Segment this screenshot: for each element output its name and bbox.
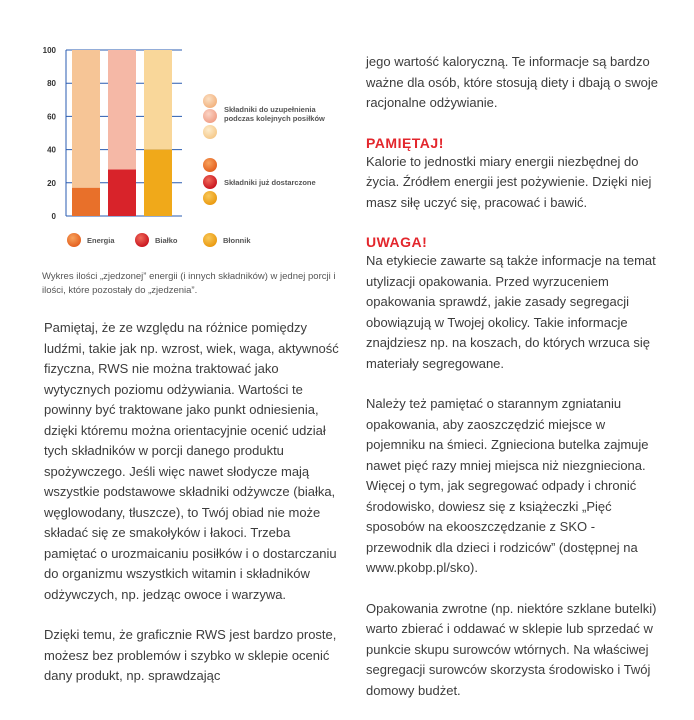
bar-remaining-2 <box>144 50 172 150</box>
category-label-1: Białko <box>155 236 178 245</box>
bar-remaining-0 <box>72 50 100 188</box>
category-label-0: Energia <box>87 236 115 245</box>
chart-caption: Wykres ilości „zjedzonej” energii (i innych składników) w jednej porcji i ilości, które pozostały do „zjedzenia”. <box>42 271 336 296</box>
category-swatch-0 <box>67 233 81 247</box>
category-swatch-2 <box>203 233 217 247</box>
chart-bars <box>72 50 172 216</box>
legend-swatch-blonnik-light <box>203 125 217 139</box>
y-tick-label: 100 <box>42 46 56 55</box>
legend-swatch-energia <box>203 158 217 172</box>
category-label-2: Błonnik <box>223 236 251 245</box>
category-legend <box>67 233 251 247</box>
right-paragraph-4: Należy też pamiętać o starannym zgniataniu opakowania, aby zaoszczędzić miejsce w pojemniku na śmieci. Zgnieciona butelka zajmuje nawet pięć razy mniej miejsca niż niezgnieciona. Więcej o tym, jak segregować odpady i chronić środowisko, dowiesz się z książeczki „Pięć sposobów na ekooszczędzanie z SKO - przewodnik dla dzieci i rodziców” (dostępnej na www.pkobp.pl/sko). <box>366 396 649 575</box>
bar-consumed-0 <box>72 188 100 216</box>
left-column <box>44 318 344 687</box>
right-paragraph-2: Kalorie to jednostki miary energii niezbędnej do życia. Źródłem energii jest pożywienie. Dzięki niej masz siłę uczyć się, pracować i bawić. <box>366 153 652 210</box>
right-paragraph-3: Na etykiecie zawarte są także informacje na temat utylizacji opakowania. Przed wyrzuceniem opakowania sprawdź, jakie zasady segregacji obowiązują w Twojej okolicy. Takie informacje znajdziesz np. na koszach, do których wrzuca się materiały segregowane. <box>366 253 656 371</box>
left-paragraph-2: Dzięki temu, że graficznie RWS jest bardzo proste, możesz bez problemów i szybko w sklepie ocenić dany produkt, np. sprawdzając <box>44 627 337 683</box>
category-swatch-1 <box>135 233 149 247</box>
heading-pamietaj: PAMIĘTAJ! <box>366 134 444 151</box>
y-tick-label: 80 <box>47 79 56 89</box>
legend-swatch-bialko-light <box>203 109 217 123</box>
y-axis-ticks <box>43 46 57 221</box>
legend-label-consumed: Składniki już dostarczone <box>224 178 316 187</box>
y-tick-label: 0 <box>51 212 56 221</box>
legend-swatch-bialko <box>203 175 217 189</box>
y-tick-label: 20 <box>47 178 56 188</box>
stacked-bar-chart <box>28 40 348 255</box>
heading-uwaga: UWAGA! <box>366 234 428 250</box>
legend-swatch-blonnik <box>203 191 217 205</box>
bar-remaining-1 <box>108 50 136 170</box>
y-tick-label: 40 <box>47 145 56 155</box>
right-paragraph-1: jego wartość kaloryczną. Te informacje są bardzo ważne dla osób, które stosują diety i dbają o swoje racjonalne odżywianie. <box>366 54 658 110</box>
legend-swatch-energia-light <box>203 94 217 108</box>
y-tick-label: 60 <box>47 112 56 122</box>
left-paragraph-1: Pamiętaj, że ze względu na różnice pomiędzy ludźmi, takie jak np. wzrost, wiek, waga, aktywność fizyczna, RWS nie można traktować jako wytycznych poziomu odżywiania. Wartości te powinny być traktowane jako punkt odniesienia, dzięki któremu można orientacyjnie ocenić udział tych składników w porcji danego produktu spożywczego. Jeśli więc nawet słodycze mają wszystkie podstawowe składniki odżywcze (białka, węglowodany, tłuszcze), to Twój obiad nie może składać się ze smakołyków i łakoci. Trzeba pamiętać o urozmaicaniu posiłków i o dostarczaniu do organizmu wszystkich witamin i składników odżywczych, np. jedząc owoce i warzywa. <box>44 320 339 602</box>
chart-legend <box>203 94 325 205</box>
bar-consumed-2 <box>144 150 172 216</box>
right-paragraph-5: Opakowania zwrotne (np. niektóre szklane butelki) warto zbierać i oddawać w sklepie lub sprzedać w punkcie skupu surowców wtórnych. Na właściwej segregacji surowców skorzysta środowisko i Twój domowy budżet. <box>366 600 657 698</box>
right-column <box>366 52 662 701</box>
legend-label-fill: Składniki do uzupełnienia podczas kolejnych posiłków <box>224 105 325 123</box>
bar-consumed-1 <box>108 170 136 216</box>
